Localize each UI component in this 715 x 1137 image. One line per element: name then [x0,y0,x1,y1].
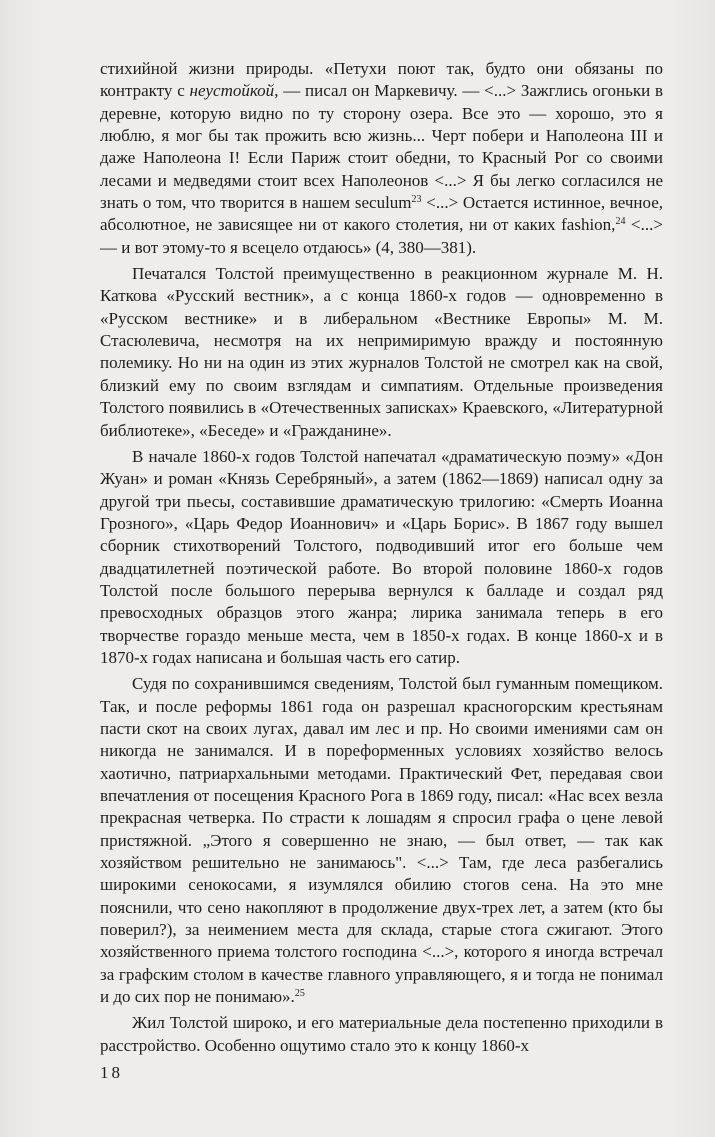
text-run: <...> Остается истинное, вечное, абсолютное, не зависящее ни от какого столетия, ни от каких fashion, [100,193,664,235]
body-text [100,58,663,1057]
text-run: стихийной жизни природы. «Петухи поют так, будто они обязаны по контракту с [100,59,663,101]
text-run: Судя по сохранившимся сведениям, Толстой был гуманным помещиком. Так, и после реформы 1861 года он разрешал красногорским крестьянам пасти скот на своих лугах, давал им лес и пр. Но своими имениями сам он никогда не занимался. И в пореформенных условиях хозяйство велось хаотично, патриархальными методами. Практический Фет, передавая свои впечатления от посещения Красного Рога в 1869 году, писал: «Нас всех везла прекрасная четверка. По страсти к лошадям я спросил графа о цене левой пристяжной. „Этого я совершенно не знаю, — был ответ, — так как хозяйством решительно не занимаюсь". <...> Там, где леса разбегались широкими сенокосами, я изумлялся обилию стогов сена. На это мне пояснили, что сено накопляют в продолжение двух-трех лет, а затем (кто бы поверил?), за неимением места для склада, старые стога сжигают. Этого хозяйственного приема толстого господина <...>, которого я иногда встречал за графским столом в качестве главного управляющего, я и тогда не понимал и до сих пор не понимаю». [100,674,663,1007]
footnote-ref: 25 [294,988,305,1000]
paragraph [100,58,663,259]
footnote-ref: 23 [411,194,422,206]
text-run: В начале 1860-х годов Толстой напечатал «драматическую поэму» «Дон Жуан» и роман «Князь Серебряный», а затем (1862—1869) написал одну за другой три пьесы, составившие драматическую трилогию: «Смерть Иоанна Грозного», «Царь Федор Иоаннович» и «Царь Борис». В 1867 году вышел сборник стихотворений Толстого, подводивший итог его больше чем двадцатилетней поэтической работе. Во второй половине 1860-х годов Толстой после большого перерыва вернулся к балладе и создал ряд превосходных образцов этого жанра; лирика занимала теперь в его творчестве гораздо меньше места, чем в 1850-х годах. В конце 1860-х и в 1870-х годах написана и большая часть его сатир. [100,446,663,667]
paragraph [100,446,663,669]
emphasis: неустойкой [189,81,275,101]
page-number: 18 [100,1063,123,1082]
text-run: , — писал он Маркевичу. — <...> Зажглись огоньки в деревне, которую видно по ту сторону озера. Все это — хорошо, это я люблю, я мог бы так прожить всю жизнь... Черт побери и Наполеона III и даже Наполеона I! Если Париж стоит обедни, то Красный Рог со своими лесами и медведями стоит всех Наполеонов <...> Я бы легко согласился не знать о том, что творится в нашем seculum [100,81,663,213]
paragraph [100,673,663,1008]
footnote-ref: 24 [615,216,626,228]
text-run: Жил Толстой широко, и его материальные дела постепенно приходили в расстройство. Особенно ощутимо стало это к концу 1860-х [100,1013,663,1055]
paragraph [100,263,663,442]
text-run: Печатался Толстой преимущественно в реакционном журнале М. Н. Каткова «Русский вестник», а с конца 1860-х годов — одновременно в «Русском вестнике» и в либеральном «Вестнике Европы» М. М. Стасюлевича, несмотря на их непримиримую вражду и постоянную полемику. Но ни на один из этих журналов Толстой не смотрел как на свой, близкий ему по своим взглядам и симпатиям. Отдельные произведения Толстого появились в «Отечественных записках» Краевского, «Литературной библиотеке», «Беседе» и «Гражданине». [100,264,663,440]
text-run: <...> — и вот этому-то я всецело отдаюсь» (4, 380—381). [100,215,663,257]
paragraph [100,1012,663,1057]
